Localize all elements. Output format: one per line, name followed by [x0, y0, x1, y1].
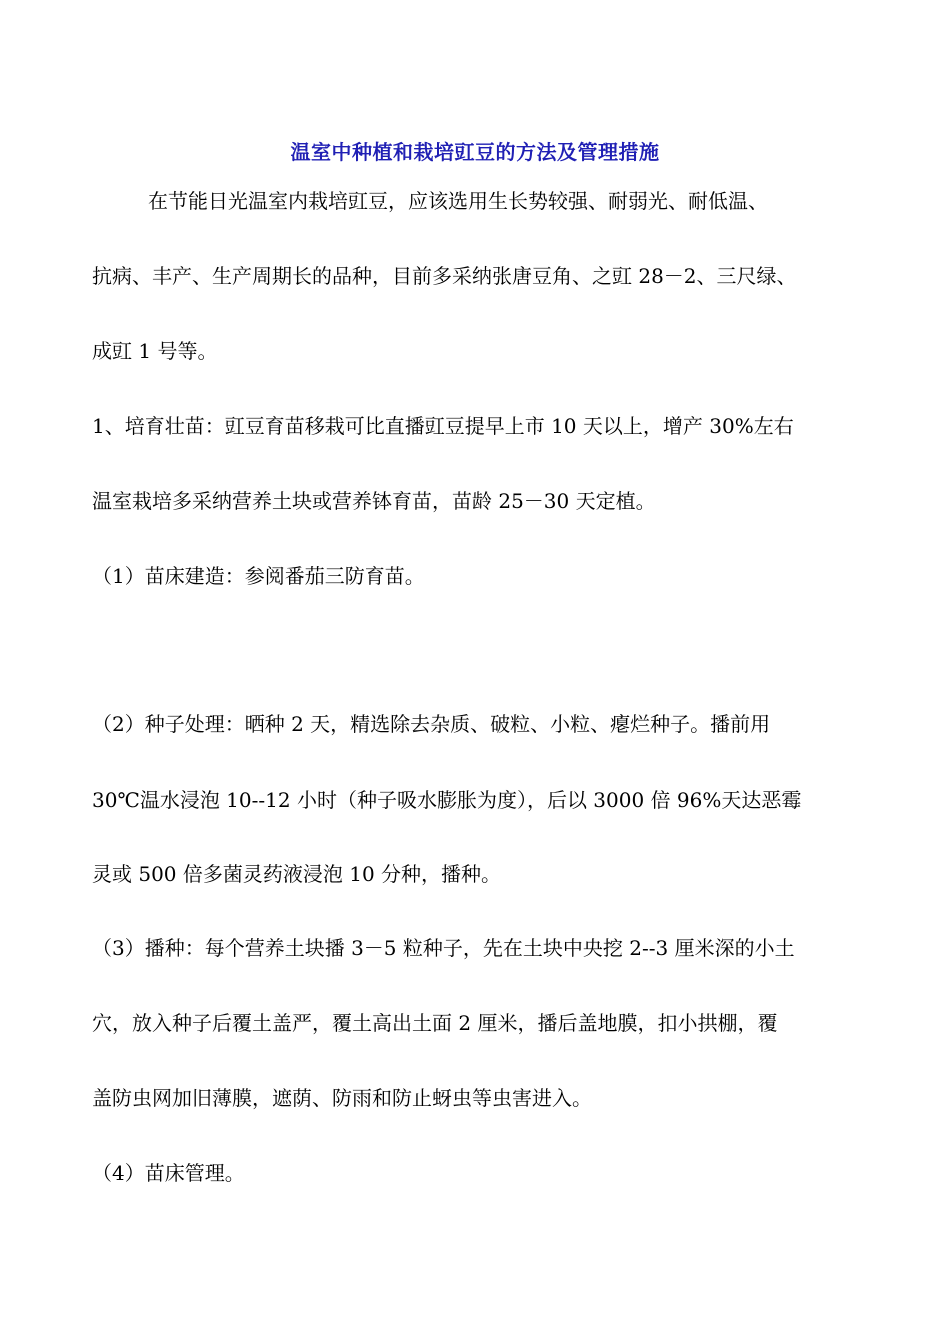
paragraph-line: 盖防虫网加旧薄膜，遮荫、防雨和防止蚜虫等虫害进入。 — [92, 1086, 592, 1110]
paragraph-line: 成豇 1 号等。 — [92, 339, 218, 363]
subsection-line: （2）种子处理：晒种 2 天，精选除去杂质、破粒、小粒、瘪烂种子。播前用 — [92, 712, 771, 736]
section-line: 1、培育壮苗：豇豆育苗移栽可比直播豇豆提早上市 10 天以上，增产 30%左右 — [92, 414, 794, 438]
paragraph-line: 灵或 500 倍多菌灵药液浸泡 10 分种，播种。 — [92, 862, 502, 886]
subsection-line: （3）播种：每个营养土块播 3－5 粒种子，先在土块中央挖 2--3 厘米深的小土 — [92, 936, 795, 960]
paragraph-line: 穴，放入种子后覆土盖严，覆土高出土面 2 厘米，播后盖地膜，扣小拱棚，覆 — [92, 1011, 778, 1035]
paragraph-line: 温室栽培多采纳营养土块或营养钵育苗，苗龄 25－30 天定植。 — [92, 489, 656, 513]
paragraph-line: 抗病、丰产、生产周期长的品种，目前多采纳张唐豆角、之豇 28－2、三尺绿、 — [92, 264, 797, 288]
paragraph-line: 30℃温水浸泡 10--12 小时（种子吸水膨胀为度），后以 3000 倍 96%天达恶霉 — [92, 788, 802, 812]
subsection-line: （4）苗床管理。 — [92, 1161, 245, 1185]
document-title: 温室中种植和栽培豇豆的方法及管理措施 — [290, 140, 660, 164]
subsection-line: （1）苗床建造：参阅番茄三防育苗。 — [92, 564, 425, 588]
paragraph-line: 在节能日光温室内栽培豇豆，应该选用生长势较强、耐弱光、耐低温、 — [148, 189, 768, 213]
